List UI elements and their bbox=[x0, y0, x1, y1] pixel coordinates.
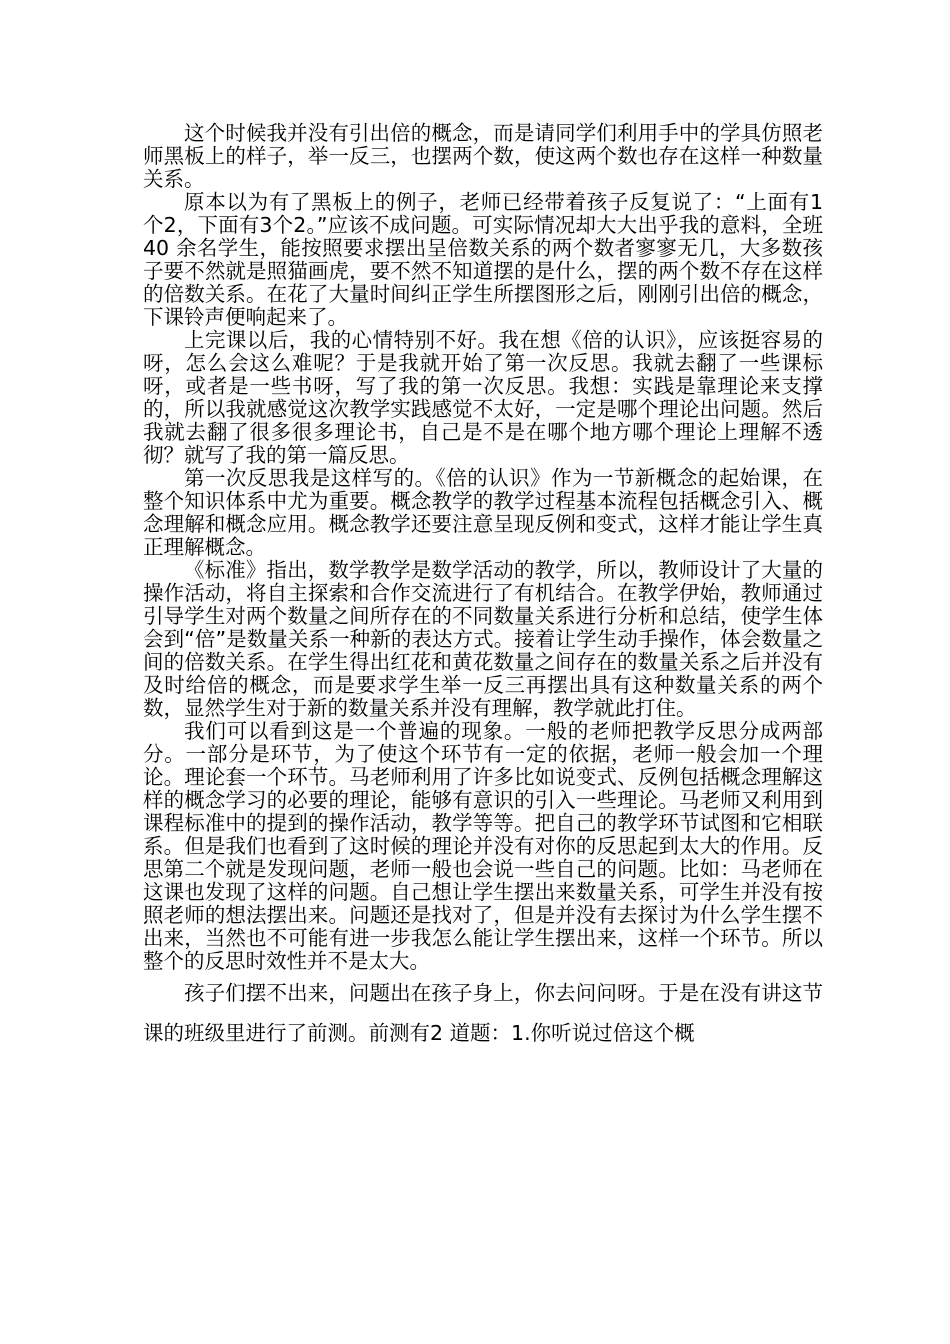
paragraph-2: 原本以为有了黑板上的例子，老师已经带着孩子反复说了：“上面有1 个2，下面有3个2。”应该不成问题。可实际情况却大大出乎我的意料，全班40 余名学生，能按照要求摆出呈倍数关系的两个数者寥寥无几，大多数孩子要不然就是照猫画虎，要不然不知道摆的是什么，摆的两个数不存在这样的倍数关系。在花了大量时间纠正学生所摆图形之后，刚刚引出倍的概念，下课铃声便响起来了。 bbox=[143, 190, 823, 329]
paragraph-3: 上完课以后，我的心情特别不好。我在想《倍的认识》，应该挺容易的呀，怎么会这么难呢？于是我就开始了第一次反思。我就去翻了一些课标呀，或者是一些书呀，写了我的第一次反思。我想：实践是靠理论来支撑的，所以我就感觉这次教学实践感觉不太好，一定是哪个理论出问题。然后我就去翻了很多很多理论书，自己是不是在哪个地方哪个理论上理解不透彻？就写了我的第一篇反思。 bbox=[143, 328, 823, 467]
paragraph-4: 第一次反思我是这样写的。《倍的认识》作为一节新概念的起始课，在整个知识体系中尤为重要。概念教学的教学过程基本流程包括概念引入、概念理解和概念应用。概念教学还要注意呈现反例和变式，这样才能让学生真正理解概念。 bbox=[143, 466, 823, 559]
paragraph-6: 我们可以看到这是一个普遍的现象。一般的老师把教学反思分成两部分。一部分是环节，为了使这个环节有一定的依据，老师一般会加一个理论。理论套一个环节。马老师利用了许多比如说变式、反例包括概念理解这样的概念学习的必要的理论，能够有意识的引入一些理论。马老师又利用到课程标准中的提到的操作活动，教学等等。把自己的教学环节试图和它相联系。但是我们也看到了这时候的理论并没有对你的反思起到太大的作用。反思第二个就是发现问题，老师一般也会说一些自己的问题。比如：马老师在这课也发现了这样的问题。自己想让学生摆出来数量关系，可学生并没有按照老师的想法摆出来。问题还是找对了，但是并没有去探讨为什么学生摆不出来，当然也不可能有进一步我怎么能让学生摆出来，这样一个环节。所以整个的反思时效性并不是太大。 bbox=[143, 719, 823, 973]
paragraph-1: 这个时候我并没有引出倍的概念，而是请同学们利用手中的学具仿照老师黑板上的样子，举一反三，也摆两个数，使这两个数也存在这样一种数量关系。 bbox=[143, 121, 823, 191]
paragraph-5: 《标准》指出，数学教学是数学活动的教学，所以，教师设计了大量的操作活动，将自主探索和合作交流进行了有机结合。在教学伊始，教师通过引导学生对两个数量之间所存在的不同数量关系进行分析和总结，使学生体会到“倍”是数量关系一种新的表达方式。接着让学生动手操作，体会数量之间的倍数关系。在学生得出红花和黄花数量之间存在的数量关系之后并没有及时给倍的概念，而是要求学生举一反三再摆出具有这种数量关系的两个数，显然学生对于新的数量关系并没有理解，教学就此打住。 bbox=[143, 558, 823, 720]
paragraph-7: 孩子们摆不出来，问题出在孩子身上，你去问问呀。于是在没有讲这节课的班级里进行了前测。前测有2 道题：1.你听说过倍这个概 bbox=[143, 981, 823, 1045]
document-body bbox=[143, 122, 823, 1053]
